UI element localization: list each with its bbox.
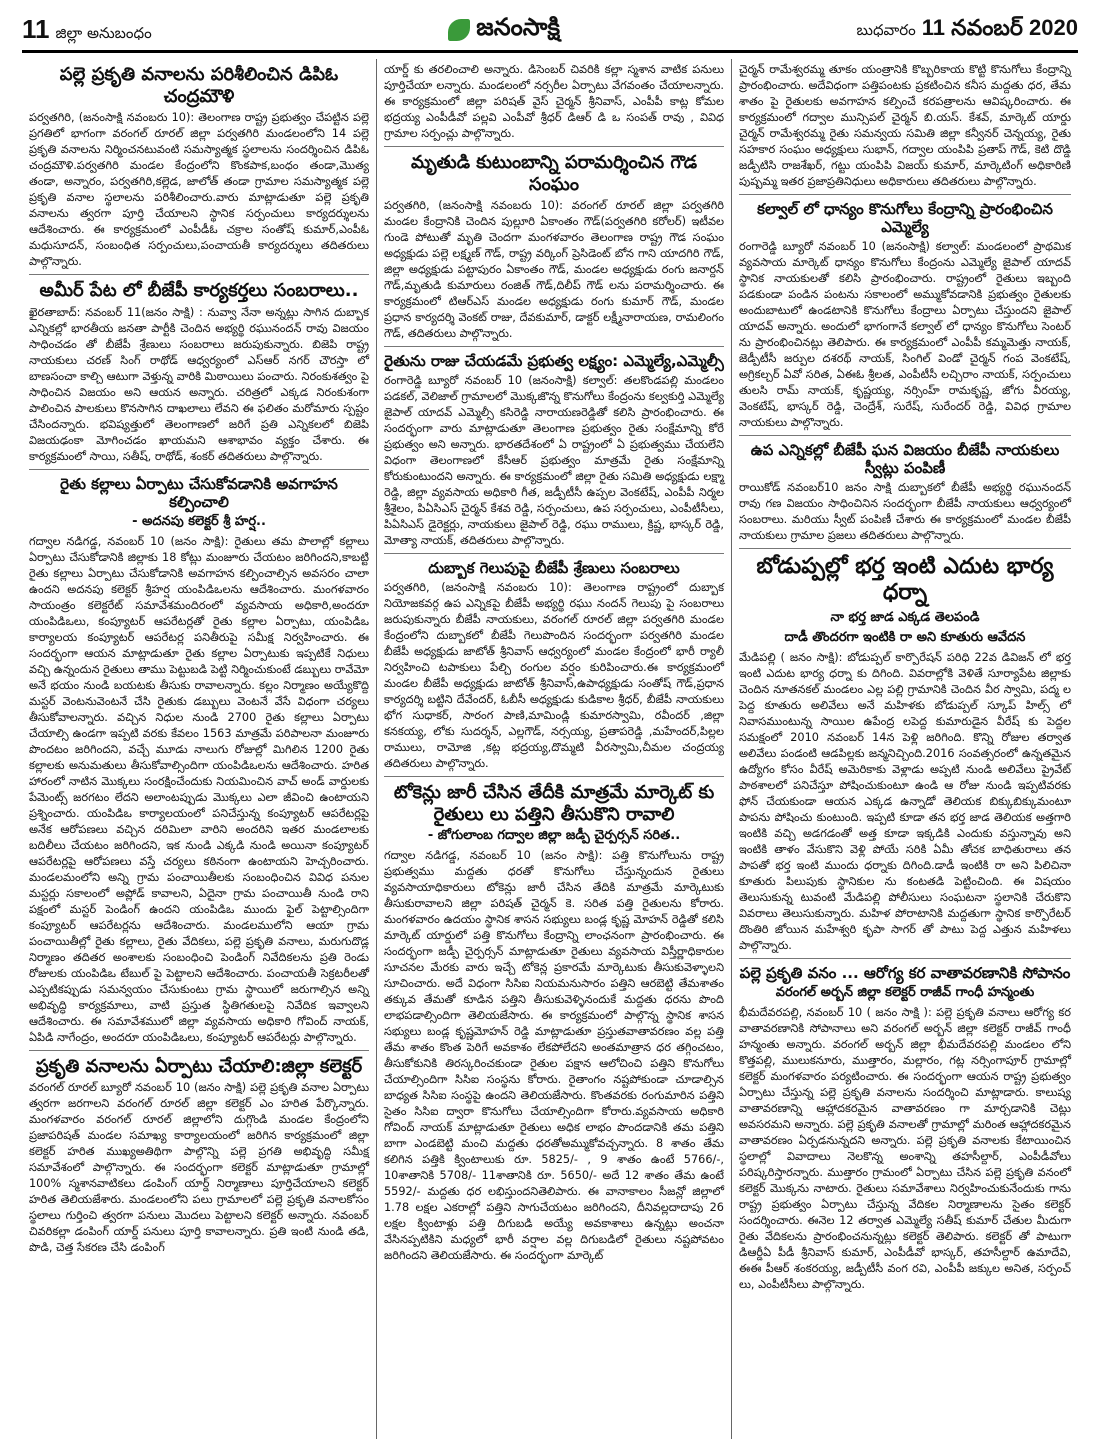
article-headline: పల్లె ప్రకృతి వనాలను పరిశీలించిన డిపిఓ చంద్రమౌళి xyxy=(59,64,339,107)
article-subhead: - అదనపు కలెక్టర్ శ్రీ హర్ష.. xyxy=(132,513,266,529)
article xyxy=(739,959,1071,1297)
article-headline: దుబ్బాక గెలుపుపై బీజేపీ శ్రేణులు సంబరాలు xyxy=(428,559,680,578)
article-columns xyxy=(22,59,1078,1439)
page-number: 11 xyxy=(22,14,50,44)
article-headline: మృతుడి కుటుంబాన్ని పరామర్శించిన గౌడ సంఘం xyxy=(410,152,698,195)
article-subhead: - జోగులాంబ గద్వాల జిల్లా జడ్పీ చైర్పర్సన్ సరిత.. xyxy=(427,828,681,844)
article-body: రంగారెడ్డి బ్యూరో నవంబర్ 10 (జనంసాక్షి) కల్వాల్: తలకొండపల్లి మండలం పడకల్, వెలిజాల్ గ్రామాలలో మొక్కజొన్న కొనుగోలు కేంద్రంను కల్వకుర్తి ఎమ్మెల్యే జైపాల్ యాదవ్ ఎమ్మెల్సీ కసిరెడ్డి నారాయణరెడ్డితో కలిసి ప్రారంభించారు. ఈ సందర్భంగా వారు మాట్లాడుతూ తెలంగాణ ప్రభుత్వం రైతు సంక్షేమాన్ని కోరే ప్రభుత్వం అని అన్నారు. భారతదేశంలో ఏ రాష్ట్రంలో ఏ ప్రభుత్వము చేయలేని విధంగా తెలంగాణలో కేసీఆర్ ప్రభుత్వం మాత్రమే రైతు సంక్షేమాన్ని కోరుకుంటుందని అన్నారు. ఈ కార్యక్రమంలో జిల్లా రైతు సమితి అధ్యక్షుడు లక్ష్మా రెడ్డి, జిల్లా వ్యవసాయ అధికారి గీత, జడ్పీటీసీ ఉప్పల వెంకటేష్, ఎంపీపీ నిర్మల శ్రీశైలం, పిఏసిఎస్ చైర్మన్ కేశవ రెడ్డి, సర్పంచులు, ఉప సర్పంచులు, ఎంపీటీసీలు, పిఏసిఎస్ డైరెక్టర్లు, నాయకులు జైపాల్ రెడ్డి, రఘు రాములు, క్రిష్ణ, భాస్కర్ రెడ్డి, మోత్యా నాయక్, తదితరులు పాల్గొన్నారు. xyxy=(384,374,724,548)
article xyxy=(384,554,724,777)
article-body: చైర్మన్ రామేశ్వరమ్మ తూకం యంత్రానికి కొబ్బరికాయ కొట్టి కొనుగోలు కేంద్రాన్ని ప్రారంభించారు. అదేవిధంగా పత్తిపంటకు ప్రకటించిన కనీస మద్దతు ధర, తేమ శాతం పై రైతులకు అవగాహన కల్పించే కరపత్రాలను ఆవిష్కరించారు. ఈ కార్యక్రమంలో గద్వాల మున్సిపల్ చైర్మన్ బి.యస్. కేశవ్, మార్కెట్ యార్డు చైర్మన్ రామేశ్వరమ్మ రైతు సమన్వయ సమితి జిల్లా కన్వీనర్ చెన్నయ్య, రైతు సహకార సంఘం అధ్యక్షులు సుభాన్, గద్వాల యంపిపి ప్రతాప్ గౌడ్, కెటి దొడ్డి జడ్పీటిసి రాజశేఖర్, గట్టు యంపిపి విజయ్ కుమార్, మార్కెటింగ్ అధికారిణి పుష్పమ్మ ఇతర ప్రజాప్రతినిధులు అధికారులు తదితరులు పాల్గొన్నారు. xyxy=(739,63,1071,188)
leaf-icon xyxy=(448,19,470,41)
article xyxy=(384,777,724,1268)
article-headline: కల్వాల్ లో ధాన్యం కొనుగోలు కేంద్రాన్ని ప్రారంభించిన ఎమ్మెల్యే xyxy=(757,200,1053,236)
article-subhead: నా భర్త జాడ ఎక్కడ తెలపండి xyxy=(830,609,980,625)
article-headline: అమీర్ పేట లో బీజేపీ కార్యకర్తలు సంబరాలు.. xyxy=(39,280,359,302)
column-1 xyxy=(22,59,377,1439)
issue-date: 11 నవంబర్ 2020 xyxy=(921,14,1078,40)
article xyxy=(29,275,369,470)
article-body: పర్వతగిరి, (జనంసాక్షి నవంబరు 10): తెలంగాణ రాష్ట్రంలో దుబ్బాక నియోజకవర్గ ఉప ఎన్నికపై బీజేపీ అభ్యర్థి రఘు నందన్ గెలుపు పై సంబరాలు జరుపుకున్నారు బీజేపీ నాయకులు, వరంగల్ రూరల్ జిల్లా పర్వతగిరి మండల కేంద్రంలోని దుబ్బాకలో బీజేపీ గెలుపొందిన సందర్భంగా పర్వతగిరి మండల బీజేపీ అధ్యక్షుడు జాటోత్ శ్రీనివాస్ ఆధ్వర్యంలో మండల కేంద్రంలో భారీ ర్యాలీ నిర్వహించి టపాకులు పేల్చి రంగుల వర్షం కురిపించారు.ఈ కార్యక్రమంలో మండల బీజేపీ అధ్యక్షుడు జాటోత్ శ్రీనివాస్,ఉపాధ్యక్షుడు సంతోష్ గౌడ్,ప్రధాన కార్యదర్శి బట్టిని దేవేందర్, ఓబీసీ అధ్యక్షుడు కుడికాల శ్రీధర్, బీజేపీ నాయకులు భోగ సుధాకర్, సారంగ పాణి,మామిండ్లి కుమారస్వామి, రవీందర్ ,జిల్లా కనకయ్య, లోకు సుదర్శన్, ఎల్లగౌడ్, నర్సయ్య, ప్రతాపరెడ్డి ,మహేందర్,పిల్లల రాములు, రామోజి ,కట్ల భద్రయ్య,దొమ్మటి వీరస్వామి,చీమల చంద్రయ్య తదితరులు పాల్గొన్నారు. xyxy=(384,581,724,771)
column-3 xyxy=(732,59,1078,1439)
article-continuation xyxy=(739,59,1071,195)
article xyxy=(739,436,1071,549)
article-continuation xyxy=(384,59,724,147)
article xyxy=(384,347,724,554)
article xyxy=(29,1051,369,1261)
newspaper-logo xyxy=(448,13,560,47)
weekday: బుధవారం xyxy=(856,20,916,39)
article-body: రాయికోడ్ నవంబర్10 జనం సాక్షి దుబ్బాకలో బీజేపీ అభ్యర్థి రఘునందన్ రావు గణ విజయం సాధించినిన సందర్భంగా బీజేపీ నాయకులు ఆధ్వర్యంలో సంబరాలు. మరియు స్వీట్ పంపిణీ చేశారు ఈ కార్యక్రమంలో మండల బీజేపీ నాయకులు గ్రామాల ప్రజలు తదితరులు పాల్గొన్నారు. xyxy=(739,481,1071,542)
article xyxy=(739,195,1071,436)
article-body: గద్వాల నడిగడ్డ, నవంబర్ 10 (జనం సాక్షి): పత్తి కొనుగోలును రాష్ట్ర ప్రభుత్వము మద్దతు ధరతో కొనుగోలు చేస్తున్నందున రైతులు వ్యవసాయాధికారులు టోకెన్లు జారీ చేసిన తేదికి మాత్రమే మార్కెటుకు తీసుకురావాలని జిల్లా పరిషత్ చైర్మన్ కె. సరిత పత్తి రైతులను కోరారు. మంగళవారం ఉదయం స్థానిక శాసన సభ్యులు బండ్ల కృష్ణ మోహన్ రెడ్డితో కలిసి మార్కెట్ యార్డులో పత్తి కొనుగోలు కేంద్రాన్ని లాంఛనంగా ప్రారంభించారు. ఈ సందర్భంగా జడ్పీ చైర్పర్సన్ మాట్లాడుతూ రైతులు వ్యవసాయ విస్తీర్ణాధికారుల సూచనల మేరకు వారు ఇచ్చే టోకెన్ల ప్రకారమే మార్కెటుకు తీసుకువెళ్ళాలని సూచించారు. అదే విధంగా సిసిఐ నియమనుసారం పత్తిని ఆరబెట్టి తేమశాతం తక్కువ తేమతో కూడిన పత్తిని తీసుకువెళ్ళినందుకే మద్దతు ధరను పొంది లాభపడాల్సిందిగా తెలియజేసారు. ఈ కార్యక్రమంలో పాల్గొన్న స్థానిక శాసన సభ్యులు బండ్ల కృష్ణమోహన్ రెడ్డి మాట్లాడుతూ ప్రస్తుతవాతావరణం వల్ల పత్తి తేమ శాతం కొంత పెరిగే అవకాశం లేకపోలేదని అంతమాత్రాన ధర తగ్గించటం, తీసుకోకునికి తిరస్కరించకుండా రైతుల పక్షాన ఆలోచించి పత్తిని కొనుగోలు చేయాల్సిందిగా సిసిఐ సంస్థను కోరారు. రైతాంగం నష్టపోకుండా చూడాల్సిన బాధ్యత సిసిఐ సంస్థపై ఉందని తెలియజేసారు. కొంతవరకు రంగుమారిన పత్తిని సైతం సిసిఐ ద్వారా కొనుగోలు చేయాల్సిందిగా కోరారు.వ్యవసాయ అధికారి గోవింద్ నాయక్ మాట్లాడుతూ రైతులు అధిక లాభం పొందడానికి తమ పత్తిని బాగా ఎండబెట్టి మంచి మద్దతు ధరతోఅమ్ముకోవచ్చన్నారు. 8 శాతం తేమ కలిగిన పత్తికి క్వింటాలుకు రూ. 5825/- , 9 శాతం ఉంటే 5766/-, 10శాతానికి 5708/- 11శాతానికి రూ. 5650/- అదే 12 శాతం తేమ ఉంటే 5592/- మద్దతు ధర లభిస్తుందనితెలిపారు. ఈ వానాకాలం సీజన్లో జిల్లాలో 1.78 లక్షల ఎకరాల్లో పత్తిని సాగుచేయటం జరిగిందని, దీనివల్లదాదాపు 26 లక్షల క్వింటాళ్లు పత్తి దిగుబడి అయ్యే అవకాశాలు ఉన్నట్లు అంచనా వేసినప్పటికిని మధ్యలో భారీ వర్షాల వల్ల దిగుబడిలో రైతులు నష్టపోవటం జరిగిందని తెలియజేసారు. ఈ సందర్భంగా మార్కెట్ xyxy=(384,849,724,1263)
logo-text: జనంసాక్షి xyxy=(476,13,561,41)
article-body: యార్డ్ కు తరలించాలి అన్నారు. డిసెంబర్ చివరికి కల్లా స్మశాన వాటిక పనులు పూర్తిచేయా లన్నారు. మండలంలో నర్సరీల ఏర్పాటు వేగవంతం చేయాలన్నారు. ఈ కార్యక్రమంలో జిల్లా పరిషత్ వైస్ చైర్మన్ శ్రీనివాస్, ఎంపీపీ కాట్ల కోమల భద్రయ్య ఎంపీడీవో పల్లవి ఎంపీవో శ్రీధర్ డిఆర్ డి ఒ సంపత్ రావు , వివిధ గ్రామాల సర్పంచ్లు పాల్గొన్నారు. xyxy=(384,63,724,140)
article-headline: ఉప ఎన్నికల్లో బీజేపీ ఘన విజయం బీజేపీ నాయకులు స్వీట్లు పంపిణీ xyxy=(750,441,1060,477)
article xyxy=(739,549,1071,959)
article-headline: బోడుప్పల్లో భర్త ఇంటి ఎదుట భార్య ధర్నా xyxy=(756,554,1054,606)
article-headline: పల్లె ప్రకృతి వనం ... ఆరోగ్య కర వాతావరణానికి సోపానం xyxy=(739,963,1071,982)
article xyxy=(29,59,369,275)
article-body: గద్వాల నడిగడ్డ, నవంబర్ 10 (జనం సాక్షి): రైతులు తమ పొలాల్లో కల్లాలు ఏర్పాటు చేసుకోడానికి జిల్లాకు 18 కోట్లు మంజూరు చేయటం జరిగిందని,కాబట్టి రైతు కల్లాలు ఏర్పాటు చేసుకోడానికి అవగాహన కల్పించాల్సిన అవసరం చాలా ఉందని అదనపు కలెక్టర్ శ్రీహర్ష యంపిడిఒలను ఆదేశించారు. మంగళవారం సాయంత్రం కలెక్టరేట్ సమావేశమందిరంలో వ్యవసాయ అధికారి,అందరూ యంపిడిఒలు, కంప్యూటర్ ఆపరేటర్లతో రైతు కల్లాల ఏర్పాటు, యంపిడిఒ కార్యాలయ కంప్యూటర్ ఆపరేటర్ల పనితీరుపై సమీక్ష నిర్వహించారు. ఈ సందర్భంగా ఆయన మాట్లాడుతూ రైతు కల్లాల ఏర్పాటుకు ఇప్పటికే నిధులు వచ్చి ఉన్నందున రైతులు తాము పెట్టుబడి పెట్టి నిర్మించుకుంటే డబ్బులు రావేమో అనే భయం నుండి బయటకు తీసుకు రావాలన్నారు. కల్లం నిర్మాణం అయ్యేకొద్ది మస్టర్ వెంటనువెంటనే చేసి రైతుకు డబ్బులు వెంటనే వేసే విధంగా చర్యలు తీసుకోవాలన్నారు. వచ్చిన నిధుల నుండి 2700 రైతు కల్లాలు ఏర్పాటు చేయాల్సి ఉండగా ఇప్పటి వరకు కేవలం 1563 మాత్రమే పరిపాలనా మంజూరు పొందటం జరిగిందని, వచ్చే మూడు నాలుగు రోజుల్లో మిగిలిన 1200 రైతు కల్లాలకు అనుమతులు తీసుకోవాల్సిందిగా యంపిడిఒలను ఆదేశించారు. హరిత హారంలో నాటిన మొక్కలు సంరక్షించేందుకు నియమించిన వాచ్ అండ్ వార్డులకు పేమెంట్స్ జరగటం లేదని అలాంటప్పుడు మొక్కలు ఎలా జీవించి ఉంటాయని ప్రశ్నించారు. యంపిడిఒ కార్యాలయంలో పనిచేస్తున్న కంప్యూటర్ ఆపరేటర్లపై అనేక ఆరోపణలు వచ్చిన దరిమిలా వారిని అందరిని ఇతర మండలాలకు బదిలీలు చేయటం జరిగిందని, ఇక నుండి ఎక్కడి నుండి అయినా కంప్యూటర్ ఆపరేటర్లపై ఆరోపణలు వస్తే చర్యలు కఠినంగా ఉంటాయని హెచ్చరించారు. మండలమంలోని అన్ని గ్రామ పంచాయితీలకు సంబంధించిన వివిధ పనుల మస్టర్లు సకాలంలో అప్లోడ్ కావాలని, ఏదైనా గ్రామ పంచాయితీ నుండి రాని పక్షంలో మస్టర్ పెండింగ్ ఉందని యంపిడిఒ ముందు ఫైల్ పెట్టాల్సిందిగా కంప్యూటర్ ఆపరేటర్లను ఆదేశించారు. మండలములోని ఆయా గ్రామ పంచాయితీల్లో రైతు కల్లాలు, రైతు వేదికలు, పల్లె ప్రకృతి వనాలు, మరుగుదొడ్ల నిర్మాణం తదితర అంశాలకు సంబంధించి పెండింగ్ నివేదికలను ప్రతి రెండు రోజులకు యంపిడిఒ టేబుల్ పై పెట్టాలని ఆదేశించారు. పంచాయతీ సెక్రటరీలతో ఎప్పటికప్పుడు సమన్వయం చేసుకుంటు గ్రామ స్థాయిలో జరుగాల్సిన అన్ని అభివృద్ధి కార్యక్రమాలు, వాటి ప్రస్తుత స్థితిగతులపై నివేదిక ఇవ్వాలని ఆదేశించారు. ఈ సమావేశములో జిల్లా వ్యవసాయ అధికారి గోవింద్ నాయక్, ఏపిడి నాగేంద్రం, అందరూ యంపిడిఒలు, కంప్యూటర్ ఆపరేటర్లు పాల్గొన్నారు. xyxy=(29,534,369,1044)
article-body: వరంగల్ రూరల్ బ్యూరో నవంబర్ 10 (జనం సాక్షి) పల్లె ప్రకృతి వనాల ఏర్పాటు త్వరగా జరగాలని వరంగల్ రూరల్ జిల్లా కలెక్టర్ ఎం హరిత పేర్కొన్నారు. మంగళవారం వరంగల్ రూరల్ జిల్లాలోని దుగ్గొండి మండల కేంద్రంలోని ప్రజాపరిషత్ మండల సమాఖ్య కార్యాలయంలో జరిగిన కార్యక్రమంలో జిల్లా కలెక్టర్ హరిత ముఖ్యఅతిథిగా పాల్గొన్ని పల్లె ప్రగతి అభివృద్ధి సమీక్ష సమావేశంలో పాల్గొన్నారు. ఈ సందర్భంగా కలెక్టర్ మాట్లాడుతూ గ్రామాల్లో 100% స్మశానవాటికలు డంపింగ్ యార్డ్ నిర్మాణాలు పూర్తిచేయాలని కలెక్టర్ హరిత తెలియజేశారు. మండలంలోని పలు గ్రామాలలో పల్లె ప్రకృతి వనాలకోసం స్థలాలు గుర్తించి త్వరగా పనులు మొదలు పెట్టాలని కలెక్టర్ అన్నారు. నవంబర్ చివరికల్లా డంపింగ్ యార్డ్ పనులు పూర్తి కావాలన్నారు. ప్రతి ఇంటి నుండి తడి, పొడి, చెత్త సేకరణ చేసి డంపింగ్ xyxy=(29,1081,369,1255)
article-subhead: వరంగల్ అర్బన్ జిల్లా కలెక్టర్ రాజీవ్ గాంధీ హన్మంతు xyxy=(775,984,1035,1000)
article xyxy=(29,470,369,1051)
masthead-date xyxy=(857,15,1078,46)
article-headline: ప్రకృతి వనాలను ఏర్పాటు చేయాలి:జిల్లా కలెక్టర్ xyxy=(35,1055,363,1077)
masthead xyxy=(22,10,1078,53)
article-body: ఖైరతాబాద్: నవంబర్ 11(జనం సాక్షి) : నువ్వా నేనా అన్నట్లు సాగిన దుబ్బాక ఎన్నికల్లో భారతీయ జనతా పార్టీకి చెందిన అభ్యర్థి రఘునందన్ రావు విజయం సాధించడం తో బీజేపీ శ్రేణులు సంబరాలు జరుపుకున్నారు. బిజెపి రాష్ట్ర నాయకులు చరణ్ సింగ్ రాథోడ్ ఆధ్వర్యంలో ఎస్ఆర్ నగర్ చౌరస్తా లో బాణసంచా కాల్చి ఆటుగా వెళ్తున్న వారికి మిఠాయిలు పంచారు. నిరంకుశత్వం పై సాధించిన విజయం అని ఆయన అన్నారు. చరిత్రలో ఎక్కడ నిరంకుశంగా పాలించిన పాలకులు కొనసాగిన దాఖలాలు లేవని ఈ ఫలితం మరోమారు స్పష్టం చేసిందన్నారు. భవిష్యత్తులో తెలంగాణలో జరిగే ప్రతి ఎన్నికలలో బిజెపి విజయఢంకా మోగించడం ఖాయమని ఆశాభావం వ్యక్తం చేశారు. ఈ కార్యక్రమంలో సాయి, సతీష్, రాథోడ్, శంకర్ తదితరులు పాల్గొన్నారు. xyxy=(29,305,369,463)
column-2 xyxy=(377,59,732,1439)
masthead-left xyxy=(22,14,152,46)
section-name: జిల్లా అనుబంధం xyxy=(55,24,152,42)
article-body: పర్వతగిరి, (జనంసాక్షి నవంబరు 10): తెలంగాణ రాష్ట్ర ప్రభుత్వం చేపట్టిన పల్లె ప్రగతిలో భాగంగా వరంగల్ రూరల్ జిల్లా పర్వతగిరి మండలంలోని 14 పల్లె ప్రకృతి వనాలను నిర్మించనటువంటి సమస్యాత్మక స్థలాలను సందర్శించిన డిపిఓ చంద్రమౌళి.పర్వతగిరి మండల కేంద్రంలోని కొంకపాక,బంధం తండా,మొత్య తండా, అన్నారం, పర్వతగిరి,కల్లెడ, జాలోత్ తండా గ్రామాల సమస్యాత్మక పల్లె ప్రకృతి వనాల స్థలాలను పరిశీలించారు.వారు మాట్లాడుతూ పల్లె ప్రకృతి వనాలను త్వరగా పూర్తి చేయాలని స్థానిక సర్పంచులు కార్యదర్శులను ఆదేశించారు. ఈ కార్యక్రమంలో ఎంపీడీఓ చక్రాల సంతోష్ కుమార్,ఎంపీఓ మధుసూదన్, సంబంధిత సర్పంచులు,పంచాయతీ కార్యదర్శులు తదితరులు పాల్గొన్నారు. xyxy=(29,111,369,269)
article-body: భీమదేవరపల్లి, నవంబర్ 10 ( జనం సాక్షి ): పల్లె ప్రకృతి వనాలు ఆరోగ్య కర వాతావరణానికి సోపానాలు అని వరంగల్ అర్బన్ జిల్లా కలెక్టర్ రాజీవ్ గాంధీ హన్మంతు అన్నారు. వరంగల్ అర్బన్ జిల్లా భీమదేవరపల్లి మండలం లోని కొత్తపల్లి, ములుకనూరు, ముత్తారం, మల్లారం, గట్ల నర్సింగాపూర్ గ్రామాల్లో కలెక్టర్ మంగళవారం పర్యటించారు. ఈ సందర్భంగా ఆయన రాష్ట్ర ప్రభుత్వం ఏర్పాటు చేస్తున్న పల్లె ప్రకృతి వనాలను సందర్శించి మాట్లాడారు. కాలుష్య వాతావరణాన్ని ఆహ్లాదకరమైన వాతావరణం గా మార్చడానికి చెట్లు అవసరమని అన్నారు. పల్లె ప్రకృతి వనాలతో గ్రామాల్లో మరింత ఆహ్లాదకరమైన వాతావరణం ఏర్పడనున్నదని అన్నారు. పల్లె ప్రకృతి వనాలకు కేటాయించిన స్థలాల్లో వివాదాలు నెలకొన్న అంశాన్ని తహసీల్దార్, ఎంపీడీవోలు పరిష్కరిస్తారన్నారు. ముత్తారం గ్రామంలో ఏర్పాటు చేసిన పల్లె ప్రకృతి వనంలో కలెక్టర్ మొక్కను నాటారు. రైతులు సమావేశాలు నిర్వహించుకునేందుకు గాను రాష్ట్ర ప్రభుత్వం ఏర్పాటు చేస్తున్న వేదికల నిర్మాణాలను సైతం కలెక్టర్ సందర్శించారు. ఈనెల 12 తర్వాత ఎమ్మెల్యే సతీష్ కుమార్ చేతుల మీదుగా రైతు వేదికలను ప్రారంభించనున్నట్లు కలెక్టర్ తెలిపారు. కలెక్టర్ తో పాటుగా డిఆర్డీఏ పీడీ శ్రీనివాస్ కుమార్, ఎంపీడీవో భాస్కర్, తహసీల్దార్ ఉమాదేవి, ఈఈ పీఆర్ శంకరయ్య, జడ్పీటీసీ వంగ రవి, ఎంపీపీ జక్కుల అనిత, సర్పంచ్ లు, ఎంపీటీసీలు పాల్గొన్నారు. xyxy=(739,1005,1071,1291)
article-body: పర్వతగిరి, (జనంసాక్షి నవంబరు 10): వరంగల్ రూరల్ జిల్లా పర్వతగిరి మండల కేంద్రానికి చెందిన పుల్లూరి ఏకాంతం గౌడ్(పర్వతగిరి కరోలర్) ఇటీవల గుండె పోటుతో మృతి చెందగా మంగళవారం తెలంగాణ రాష్ట్ర గౌడ సంఘం అధ్యక్షుడు పల్లె లక్ష్మణ్ గౌడ్, రాష్ట్ర వర్కింగ్ ప్రెసిడెంట్ బోన గాని యాదగిరి గౌడ్, జిల్లా అధ్యక్షుడు పట్టాపురం ఏకాంతం గౌడ్, మండల అధ్యక్షుడు రంగు జనార్దన్ గౌడ్,మృతుడి కుమారులు రంజిత్ గౌడ్,దిలీప్ గౌడ్ లను పరామర్శించారు. ఈ కార్యక్రమంలో టిఆర్ఎస్ మండల అధ్యక్షుడు రంగు కుమార్ గౌడ్, మండల ప్రధాన కార్యదర్శి వెంకట్ రాజు, దేవకుమార్, డాక్టర్ లక్ష్మీనారాయణ, రామలింగం గౌడ్, తదితరులు పాల్గొన్నారు. xyxy=(384,199,724,341)
article-body: మేడిపల్లి ( జనం సాక్షి): బోడుప్పల్ కార్పొరేషన్ పరిధి 22వ డివిజన్ లో భర్త ఇంటి ఎదుట భార్య ధర్నా కు దిగింది. వివరాల్లోకి వెళితే సూర్యాపేట జిల్లాకు చెందిన నూతనకల్ మండలం ఎల్ల పల్లి గ్రామానికి చెందిన వీర స్వామి, పద్మ ల పెద్ద కూతురు అలివేలు అనే మహిళకు బోడుప్పల్ స్కూప్ హిల్స్ లో నివాసముంటున్న సాయిల ఉపేంద్ర లపెద్ద కుమారుడైన వీరేష్ కు పెద్దల సమక్షంలో 2010 నవంబర్ 14న పెళ్లి జరిగింది. కొన్ని రోజుల తర్వాత అలివేలు పండంటి ఆడపిల్లకు జన్మనిచ్చింది.2016 సంవత్సరంలో ఉన్నతమైన ఉద్యోగం కోసం వీరేష్ అమెరికాకు వెళ్లాడు అప్పటి నుండి అలివేలు ప్రైవేట్ పాఠశాలలో పనిచేస్తూ పోషించుకుంటూ ఉండి ఆ రోజు నుండి ఇప్పటివరకు ఫోన్ చేయకుండా ఆయన ఎక్కడ ఉన్నాడో తెలియక బిక్కుబిక్కుమంటూ పాపను పోషించు కుంటుంది. ఇప్పటి కూడా తన భర్త జాడ తెలియక అత్తగారి ఇంటికి వచ్చి అడగడంతో అత్త కూడా ఇక్కడికి ఎందుకు వస్తున్నావు అని ఇంటికి తాళం వేసుకొని వెళ్లి పోయే సరికి ఏమీ తోచక బాధితురాలు తన పాపతో భర్త ఇంటి ముందు ధర్నాకు దిగింది.డాడీ ఇంటికి రా అని పిలిచినా కూతురు పిలుపుకు స్థానికుల ను కంటతడి పెట్టించింది. ఈ విషయం తెలుసుకున్న టువంటి మేడిపల్లి పోలీసులు సంఘటనా స్థలానికి చేరుకొని వివరాలు తెలుసుకున్నారు. మహిళ పోరాటానికి మద్దతుగా స్థానిక కార్పొరేటర్ దొంతిరి జోయిన మహేశ్వరి కృపా సాగర్ తో పాటు పెద్ద ఎత్తున మహిళలు పాల్గొన్నారు. xyxy=(739,650,1071,952)
article-headline: రైతు కల్లాలు ఏర్పాటు చేసుకోవడానికి అవగాహన కల్పించాలి xyxy=(60,474,338,511)
article xyxy=(384,147,724,347)
article-headline: రైతును రాజు చేయడమే ప్రభుత్వ లక్ష్యం: ఎమ్మెల్యే,ఎమ్మెల్సీ xyxy=(384,352,724,371)
article-headline: టోకెన్లు జారీ చేసిన తేదీకి మాత్రమే మార్కెట్ కు రైతులు లు పత్తిని తీసుకొని రావాలి xyxy=(393,782,715,825)
article-body: రంగారెడ్డి బ్యూరో నవంబర్ 10 (జనంసాక్షి) కల్వాల్: మండలంలో ప్రాథమిక వ్యవసాయ మార్కెట్ ధాన్యం కొనుగోలు కేంద్రంను ఎమ్మెల్యే జైపాల్ యాదవ్ స్థానిక నాయకులతో కలిసి ప్రారంభించారు. రాష్ట్రంలో రైతులు ఇబ్బంది పడకుండా పండిన పంటను సకాలంలో అమ్ముకోవడానికి ప్రభుత్వం రైతులకు అందుబాటులో ఉండటానికి కొనుగోలు కేంద్రాలు ఏర్పాటు చేస్తుందని జైపాల్ యాదవ్ అన్నారు. అందులో భాగంగానే కల్వాల్ లో ధాన్యం కొనుగోలు సెంటర్ ను ప్రారంభించినట్లు తెలిపారు. ఈ కార్యక్రమంలో ఎంపీపీ కమ్మమెత్తు నాయక్, జెడ్పీటీసీ జర్పుల దశరథ్ నాయక్, సింగిల్ విండో చైర్మన్ గంప వెంకటేష్, అగ్రికల్చర్ ఏవో సరిత, ఏఈఓ శ్రీలత, ఎంపీటీసీ లచ్చిరాం నాయక్, సర్పంచులు తులసి రామ్ నాయక్, కృష్ణయ్య, నర్సింహ్ రామకృష్ణ, జోగు వీరయ్య, వెంకటేష్, భాస్కర్ రెడ్డి, చెంద్రేశ్, సురేష్, సురేందర్ రెడ్డి, వివిధ గ్రామాల నాయకులు పాల్గొన్నారు. xyxy=(739,240,1071,429)
article-subhead-2: దాడీ తొందరగా ఇంటికి రా అని కూతురు ఆవేదన xyxy=(784,629,1026,645)
